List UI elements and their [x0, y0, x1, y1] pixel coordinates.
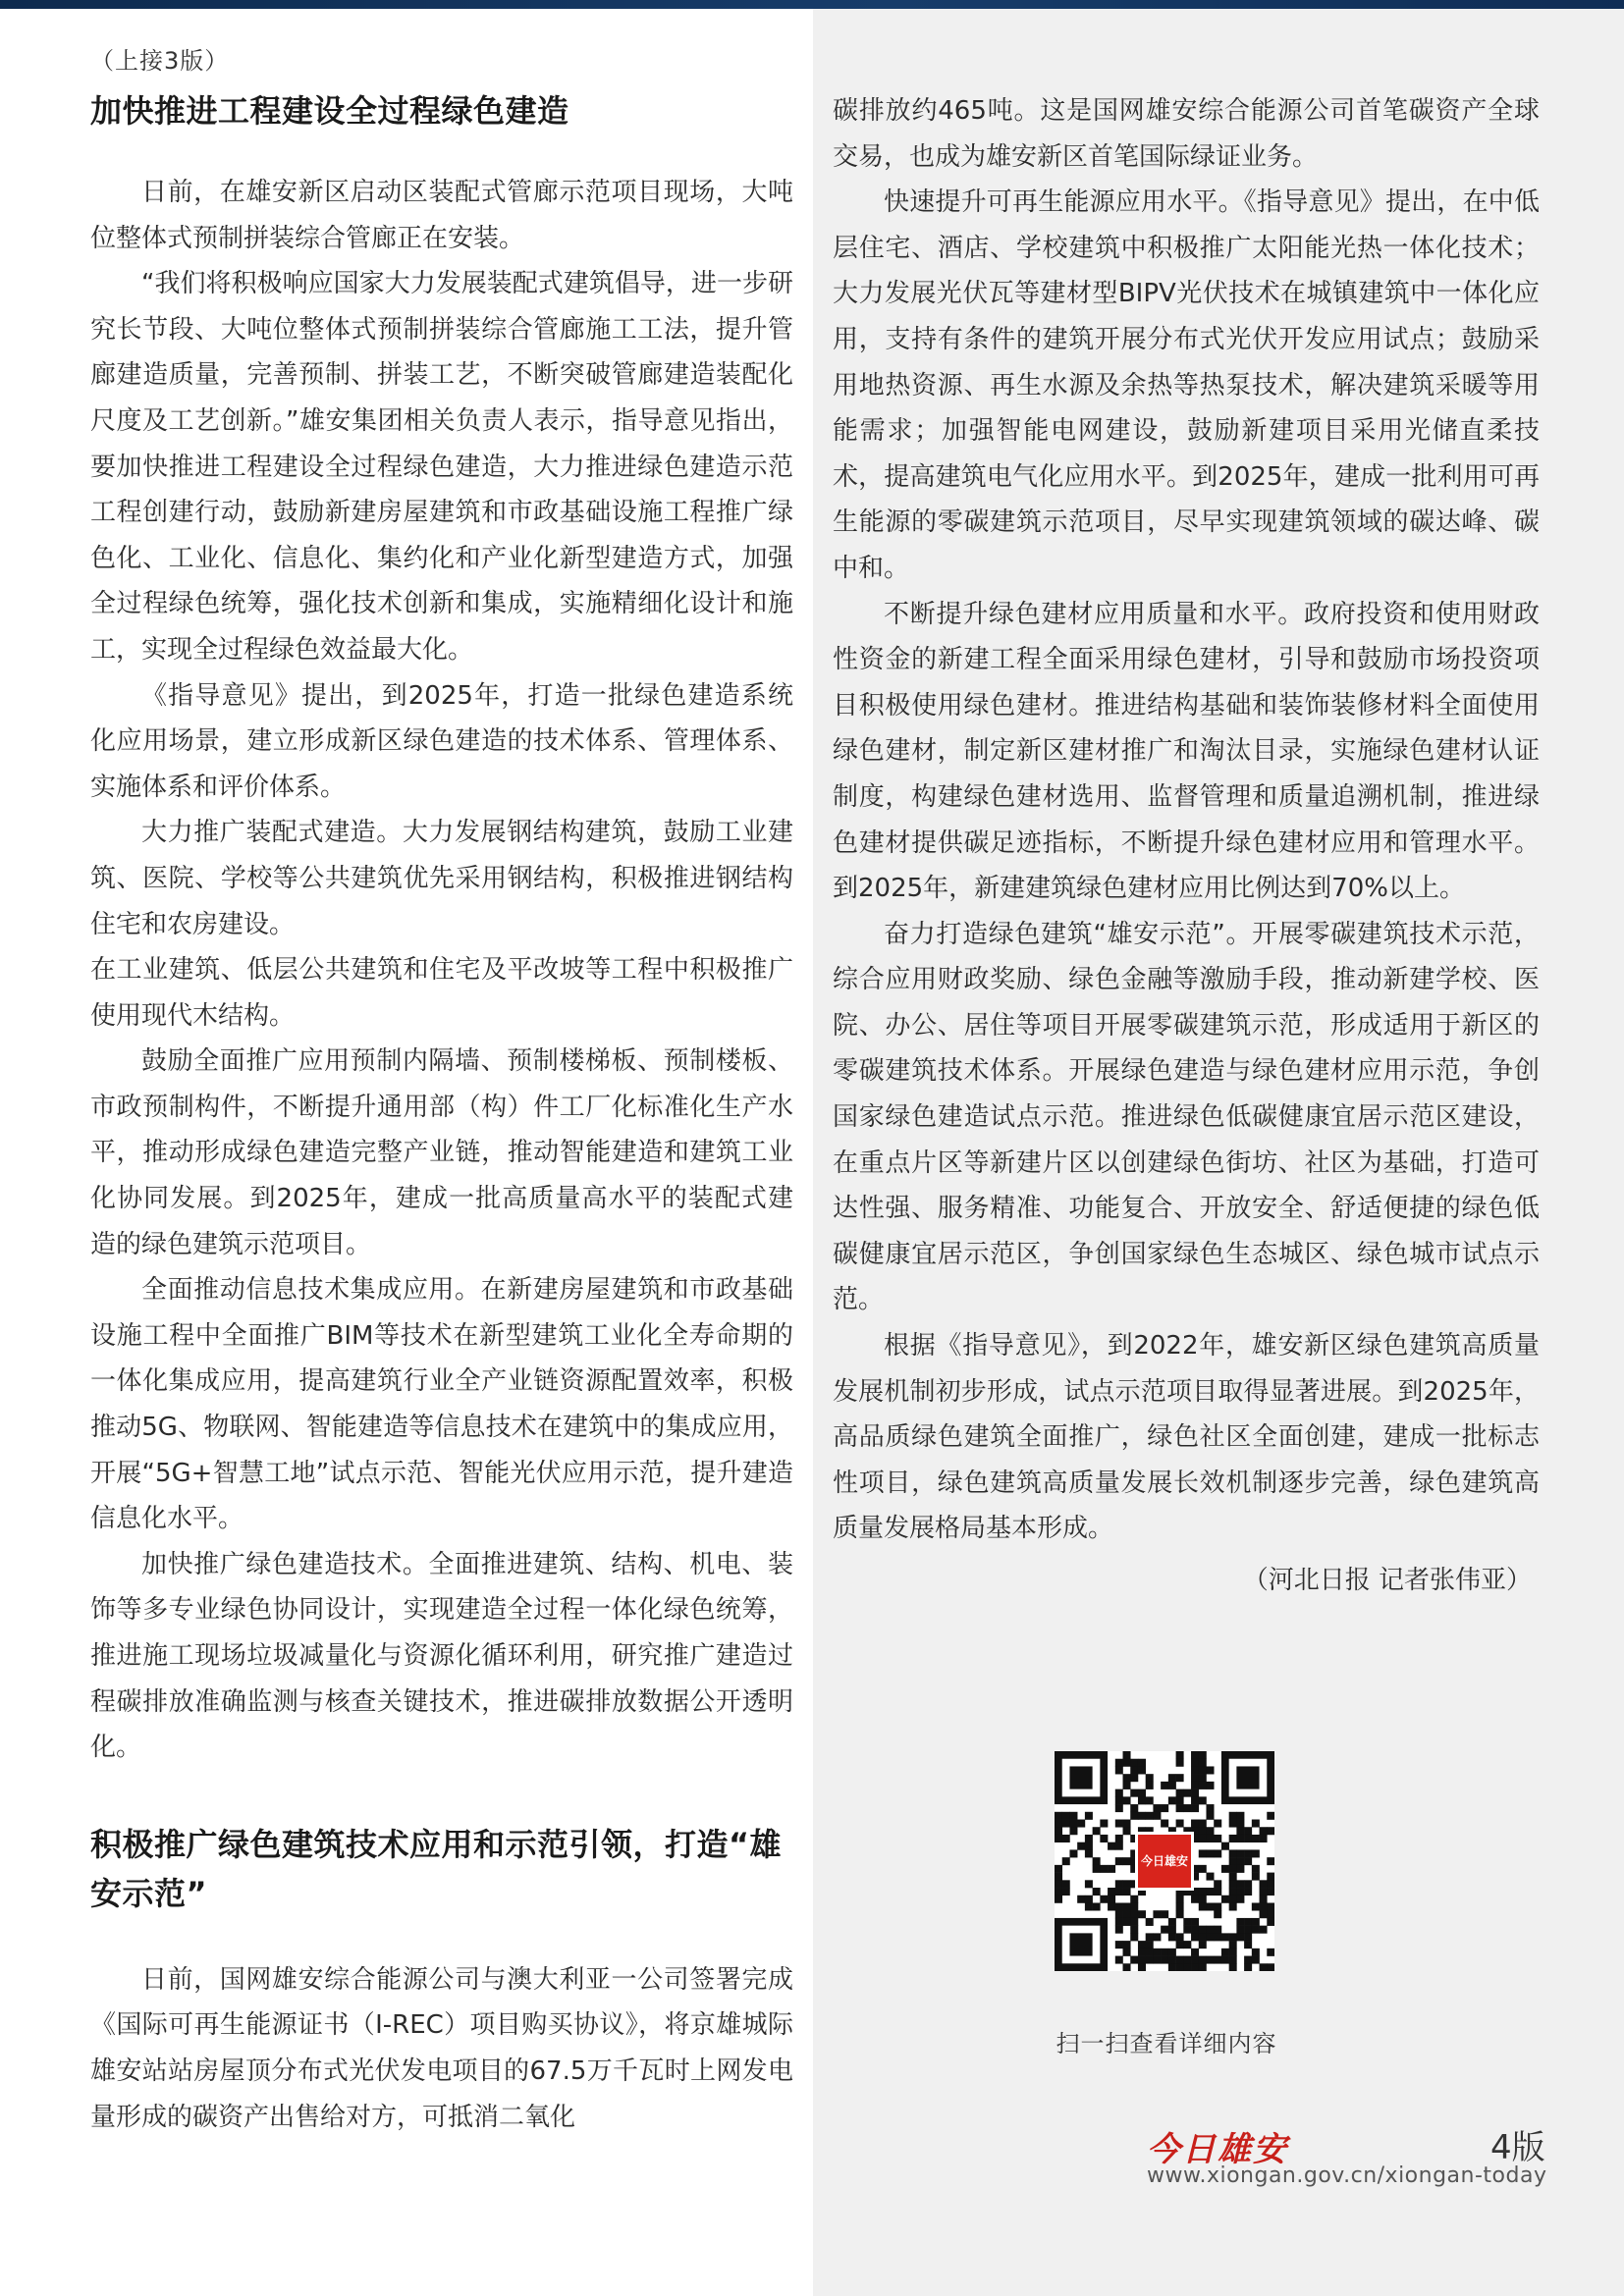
article-paragraph: 日前，在雄安新区启动区装配式管廊示范项目现场，大吨位整体式预制拼装综合管廊正在安装。	[90, 178, 793, 253]
article-paragraph: 大力推广装配式建造。大力发展钢结构建筑，鼓励工业建筑、医院、学校等公共建筑优先采用钢结构，积极推进钢结构住宅和农房建设。	[90, 818, 793, 939]
article-paragraph: “我们将积极响应国家大力发展装配式建筑倡导，进一步研究长节段、大吨位整体式预制拼装综合管廊施工工法，提升管廊建造质量，完善预制、拼装工艺，不断突破管廊建造装配化尺度及工艺创新。”雄安集团相关负责人表示，指导意见指出，要加快推进工程建设全过程绿色建造，大力推进绿色建造示范工程创建行动，鼓励新建房屋建筑和市政基础设施工程推广绿色化、工业化、信息化、集约化和产业化新型建造方式，加强全过程绿色统筹，强化技术创新和集成，实施精细化设计和施工，实现全过程绿色效益最大化。	[90, 269, 793, 665]
article-paragraph: 奋力打造绿色建筑“雄安示范”。开展零碳建筑技术示范，综合应用财政奖励、绿色金融等激励手段，推动新建学校、医院、办公、居住等项目开展零碳建筑示范，形成适用于新区的零碳建筑技术体系。开展绿色建造与绿色建材应用示范，争创国家绿色建造试点示范。推进绿色低碳健康宜居示范区建设，在重点片区等新建片区以创建绿色街坊、社区为基础，打造可达性强、服务精准、功能复合、开放安全、舒适便捷的绿色低碳健康宜居示范区，争创国家绿色生态城区、绿色城市试点示范。	[833, 919, 1540, 1315]
qr-finder-pattern	[1055, 1918, 1108, 1971]
top-banner-bar	[0, 0, 1624, 9]
article-paragraph: 全面推动信息技术集成应用。在新建房屋建筑和市政基础设施工程中全面推广BIM等技术在新型建筑工业化全寿命期的一体化集成应用，提高建筑行业全产业链资源配置效率，积极推动5G、物联网、智能建造等信息技术在建筑中的集成应用，开展“5G+智慧工地”试点示范、智能光伏应用示范，提升建造信息化水平。	[90, 1275, 793, 1534]
article-paragraph: 日前，国网雄安综合能源公司与澳大利亚一公司签署完成《国际可再生能源证书（I-REC）项目购买协议》，将京雄城际雄安站站房屋顶分布式光伏发电项目的67.5万千瓦时上网发电量形成的碳资产出售给对方，可抵消二氧化	[90, 1964, 793, 2132]
article-paragraph: 碳排放约465吨。这是国网雄安综合能源公司首笔碳资产全球交易，也成为雄安新区首笔国际绿证业务。	[833, 96, 1540, 172]
qr-logo-text: 今日雄安	[1138, 1835, 1191, 1888]
section-heading-xiongan-demo: 积极推广绿色建筑技术应用和示范引领，打造“雄安示范”	[90, 1825, 783, 1912]
edition-number: 4版	[1490, 2128, 1545, 2167]
qr-code[interactable]	[1055, 1751, 1274, 1971]
article-paragraph: 快速提升可再生能源应用水平。《指导意见》提出，在中低层住宅、酒店、学校建筑中积极推广太阳能光热一体化技术；大力发展光伏瓦等建材型BIPV光伏技术在城镇建筑中一体化应用，支持有条件的建筑开展分布式光伏开发应用试点；鼓励采用地热资源、再生水源及余热等热泵技术，解决建筑采暖等用能需求；加强智能电网建设，鼓励新建项目采用光储直柔技术，提高建筑电气化应用水平。到2025年，建成一批利用可再生能源的零碳建筑示范项目，尽早实现建筑领域的碳达峰、碳中和。	[833, 187, 1540, 583]
qr-caption: 扫一扫查看详细内容	[1056, 2030, 1277, 2057]
continuation-note: （上接3版）	[90, 47, 230, 75]
article-paragraph: 根据《指导意见》，到2022年，雄安新区绿色建筑高质量发展机制初步形成，试点示范项目取得显著进展。到2025年，高品质绿色建筑全面推广，绿色社区全面创建，建成一批标志性项目，绿色建筑高质量发展长效机制逐步完善，绿色建筑高质量发展格局基本形成。	[833, 1331, 1540, 1544]
left-column	[90, 41, 793, 2140]
footer-brand-logo: 今日雄安	[1147, 2130, 1288, 2169]
article-paragraph: 鼓励全面推广应用预制内隔墙、预制楼梯板、预制楼板、市政预制构件，不断提升通用部（构）件工厂化标准化生产水平，推动形成绿色建造完整产业链，推动智能建造和建筑工业化协同发展。到2025年，建成一批高质量高水平的装配式建造的绿色建筑示范项目。	[90, 1046, 793, 1259]
qr-finder-pattern	[1221, 1751, 1274, 1804]
section-heading-green-construction: 加快推进工程建设全过程绿色建造	[90, 92, 569, 130]
article-paragraph: 在工业建筑、低层公共建筑和住宅及平改坡等工程中积极推广使用现代木结构。	[90, 955, 793, 1031]
qr-code-block	[1055, 1751, 1274, 2010]
qr-finder-pattern	[1055, 1751, 1108, 1804]
footer-url[interactable]: www.xiongan.gov.cn/xiongan-today	[1147, 2163, 1547, 2188]
article-paragraph: 加快推广绿色建造技术。全面推进建筑、结构、机电、装饰等多专业绿色协同设计，实现建造全过程一体化绿色统筹，推进施工现场垃圾减量化与资源化循环利用，研究推广建造过程碳排放准确监测与核查关键技术，推进碳排放数据公开透明化。	[90, 1549, 793, 1763]
article-paragraph: 不断提升绿色建材应用质量和水平。政府投资和使用财政性资金的新建工程全面采用绿色建材，引导和鼓励市场投资项目积极使用绿色建材。推进结构基础和装饰装修材料全面使用绿色建材，制定新区建材推广和淘汰目录，实施绿色建材认证制度，构建绿色建材选用、监督管理和质量追溯机制，推进绿色建材提供碳足迹指标，不断提升绿色建材应用和管理水平。到2025年，新建建筑绿色建材应用比例达到70%以上。	[833, 599, 1540, 904]
reporter-credit: （河北日报 记者张伟亚）	[1242, 1566, 1532, 1595]
qr-logo	[1135, 1832, 1194, 1891]
article-paragraph: 《指导意见》提出，到2025年，打造一批绿色建造系统化应用场景，建立形成新区绿色建造的技术体系、管理体系、实施体系和评价体系。	[90, 680, 793, 802]
right-column	[833, 88, 1540, 1604]
